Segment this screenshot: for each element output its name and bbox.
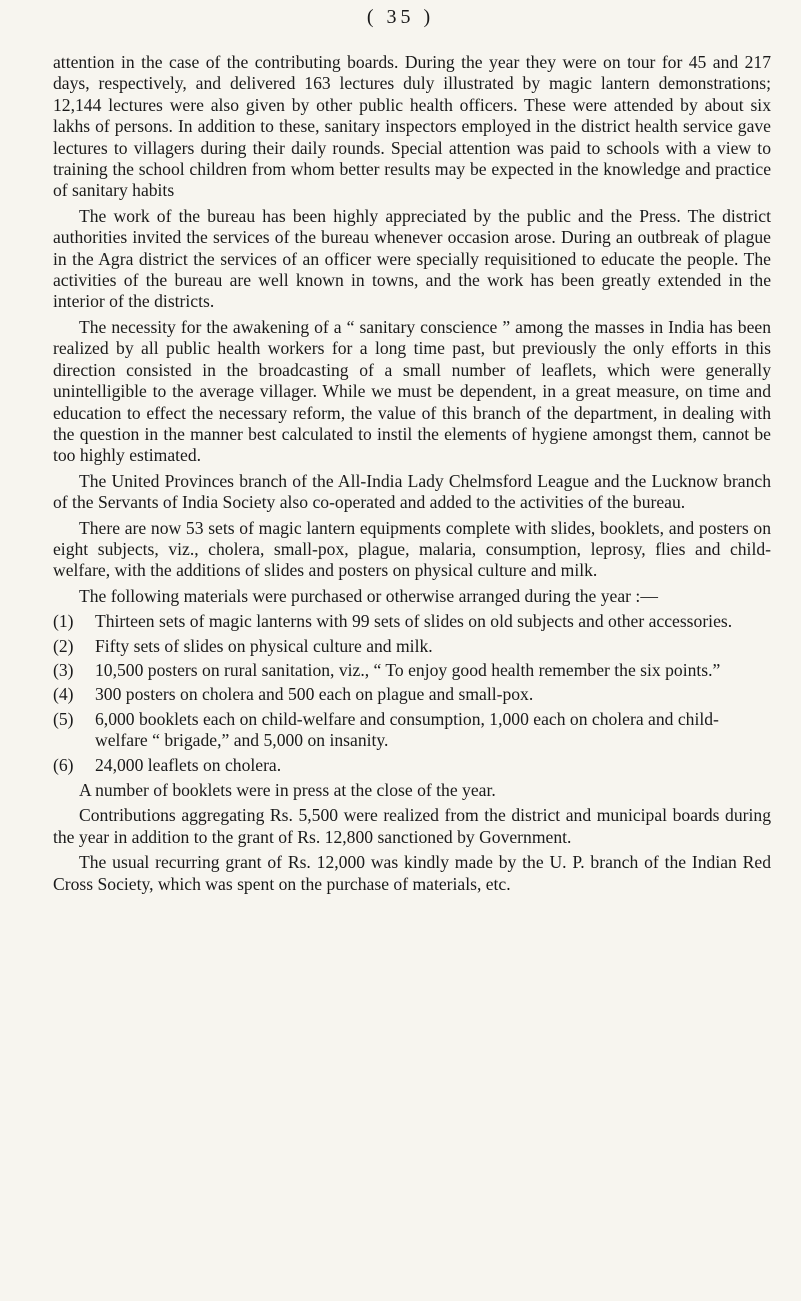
list-item-number: (4) — [53, 684, 74, 705]
list-item-number: (2) — [53, 635, 74, 656]
paragraph-equipment: There are now 53 sets of magic lantern equipments complete with slides, booklets, and posters on eight subjects, viz., cholera, small-pox, plague, malaria, consumption, leprosy, flies and child-welfare, with the additions of slides and posters on physical culture and milk. — [53, 517, 771, 581]
paragraph-cooperation: The United Provinces branch of the All-India Lady Chelmsford League and the Lucknow branch of the Servants of India Society also co-operated and added to the activities of the bureau. — [53, 470, 771, 513]
page-number: ( 35 ) — [366, 6, 435, 28]
paragraph-red-cross-grant: The usual recurring grant of Rs. 12,000 was kindly made by the U. P. branch of the Indian Red Cross Society, which was spent on the purchase of materials, etc. — [53, 852, 771, 894]
list-item — [53, 636, 771, 657]
list-item — [53, 709, 771, 752]
paragraph-lectures: attention in the case of the contributing boards. During the year they were on tour for 45 and 217 days, respectively, and delivered 163 lectures duly illustrated by magic lantern demonstrations; 12,144 lectures were also given by other public health officers. These were attended by about six lakhs of persons. In addition to these, sanitary inspectors employed in the district health service gave lectures to villagers during their daily rounds. Special attention was paid to schools with a view to training the school children from whom better results may be expected in the knowledge and practice of sanitary habits — [53, 52, 771, 201]
list-item-number: (6) — [53, 754, 74, 775]
list-item — [53, 660, 771, 681]
paragraph-contributions: Contributions aggregating Rs. 5,500 were realized from the district and municipal boards during the year in addition to the grant of Rs. 12,800 sanctioned by Government. — [53, 805, 771, 847]
list-item-text: 24,000 leaflets on cholera. — [95, 754, 282, 775]
materials-list — [53, 611, 771, 776]
list-item-text: 300 posters on cholera and 500 each on plague and small-pox. — [95, 684, 534, 705]
list-item-number: (1) — [53, 611, 74, 632]
list-item-text: Thirteen sets of magic lanterns with 99 sets of slides on old subjects and other accessories. — [95, 611, 733, 632]
paragraph-sanitary-conscience: The necessity for the awakening of a “ sanitary conscience ” among the masses in India has been realized by all public health workers for a long time past, but previously the only efforts in this direction consisted in the broadcasting of a small number of leaflets, which were generally unintelligible to the average villager. While we must be dependent, in a great measure, on time and education to effect the necessary reform, the value of this branch of the department, in dealing with the question in the manner best calculated to instil the elements of hygiene amongst them, cannot be too highly estimated. — [53, 316, 771, 466]
list-item — [53, 684, 771, 705]
list-item — [53, 755, 771, 776]
paragraph-materials-intro: The following materials were purchased or otherwise arranged during the year :— — [79, 585, 658, 606]
paragraph-bureau-work: The work of the bureau has been highly appreciated by the public and the Press. The district authorities invited the services of the bureau whenever occasion arose. During an outbreak of plague in the Agra district the services of an officer were specially requisitioned to educate the people. The activities of the bureau are well known in towns, and the work has been greatly extended in the interior of the districts. — [53, 205, 771, 312]
list-item-text: 6,000 booklets each on child-welfare and consumption, 1,000 each on cholera and child-welfare “ brigade,” and 5,000 on insanity. — [95, 708, 719, 751]
list-item-number: (3) — [53, 659, 74, 680]
list-item-text: Fifty sets of slides on physical culture and milk. — [95, 635, 433, 656]
list-item-text: 10,500 posters on rural sanitation, viz., “ To enjoy good health remember the six points.” — [95, 659, 721, 680]
list-item-number: (5) — [53, 708, 74, 729]
list-item — [53, 611, 771, 632]
paragraph-booklets-in-press: A number of booklets were in press at the close of the year. — [79, 780, 496, 800]
